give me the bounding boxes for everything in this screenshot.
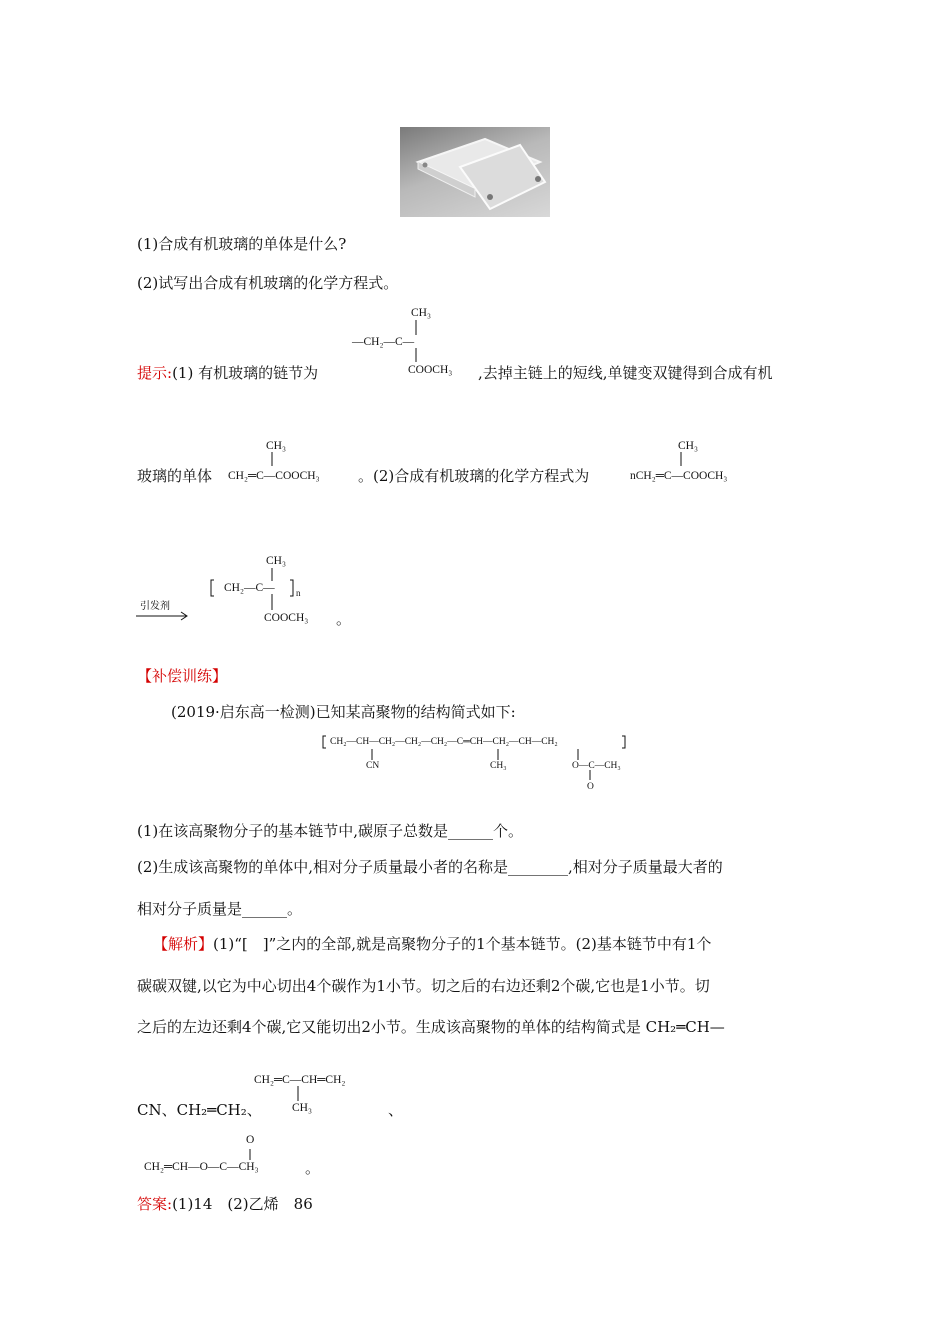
analysis-line-2: 碳碳双键,以它为中心切出4个碳作为1小节。切之后的右边还剩2个碳,它也是1小节。切 [137,977,710,995]
answer-label: 答案: [137,1195,173,1213]
analysis-line-4: CN、CH₂═CH₂、 [137,1101,262,1119]
analysis-separator: 、 [388,1101,404,1119]
monomer-n-ch3: CH₃ [678,440,698,452]
problem-intro: (2019·启东高一检测)已知某高聚物的结构简式如下: [171,703,516,721]
monomer-ch3: CH₃ [266,440,286,452]
problem-q2b: 相对分子质量是______。 [137,900,303,918]
monomer-n-formula: nCH₂═C—COOCH₃ [630,470,728,482]
question-2: (2)试写出合成有机玻璃的化学方程式。 [137,274,399,292]
hint-text-4: 。(2)合成有机玻璃的化学方程式为 [358,467,590,485]
problem-q2a: (2)生成该高聚物的单体中,相对分子质量最小者的名称是________,相对分子质量最大者的 [137,858,723,876]
problem-polymer-chain: CH₂—CH—CH₂—CH₂—CH₂—C═CH—CH₂—CH—CH₂ [330,737,558,747]
problem-oac: O—C—CH₃ [572,761,621,771]
analysis-end: 。 [305,1159,321,1177]
answer-line [137,1194,313,1214]
problem-ch3: CH₃ [490,761,507,771]
answer-text: (1)14 (2)乙烯 86 [172,1195,313,1213]
analysis-line-3: 之后的左边还剩4个碳,它又能切出2小节。生成该高聚物的单体的结构简式是 CH₂═CH— [137,1018,725,1036]
problem-q1: (1)在该高聚物分子的基本链节中,碳原子总数是______个。 [137,822,524,840]
monomer-formula: CH₂═C—COOCH₃ [228,470,320,482]
hint-label: 提示: [137,364,173,382]
hint-end: 。 [336,610,352,628]
polymer-ester: COOCH₃ [264,612,309,624]
problem-cn: CN [366,761,380,771]
monomer-vinyl-acetate-o: O [246,1134,255,1146]
monomer-vinyl-acetate: CH₂═CH—O—C—CH₃ [144,1161,259,1173]
initiator-label: 引发剂 [140,601,170,612]
polymer-n: n [296,588,301,598]
ch3-label: CH₃ [411,307,431,319]
monomer-isoprene: CH₂═C—CH═CH₂ [254,1074,346,1086]
analysis-text-1: (1)“[ ]”之内的全部,就是高聚物分子的1个基本链节。(2)基本链节中有1个 [213,935,712,953]
polymer-ch3: CH₃ [266,555,286,567]
hint-text-2: ,去掉主链上的短线,单键变双键得到合成有机 [478,364,773,382]
analysis-line-1 [153,934,711,954]
polymer-chain: CH₂—C— [224,582,275,594]
hint-text-1: (1) 有机玻璃的链节为 [172,364,319,382]
monomer-isoprene-ch3: CH₃ [292,1102,312,1114]
hint-text-3: 玻璃的单体 [137,467,213,485]
repeat-unit-chain: —CH₂—C— [352,336,415,348]
problem-o: O [587,782,594,792]
question-1: (1)合成有机玻璃的单体是什么? [137,235,347,253]
analysis-label: 【解析】 [153,935,214,953]
repeat-unit-ester: COOCH₃ [408,364,453,376]
section-title: 【补偿训练】 [137,667,228,685]
hint-line-1 [137,363,318,383]
